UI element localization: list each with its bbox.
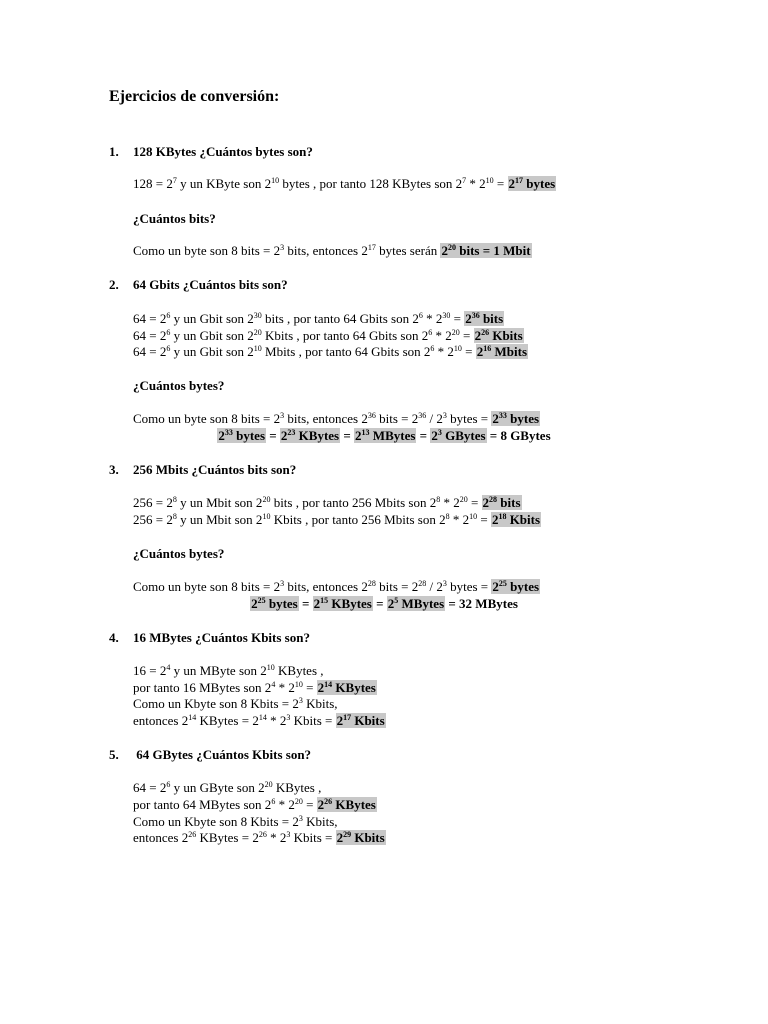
text-run: * 2 [440,495,460,510]
text-run: bits = 1 Mbit [455,243,531,258]
text-run: Kbits [489,328,523,343]
text-run: entonces 2 [133,830,189,845]
text-run: KBytes [332,680,376,695]
text-run: y un Gbit son 2 [170,311,254,326]
exponent: 17 [343,713,352,722]
exponent: 13 [361,428,370,437]
text-run: 2 [355,428,362,443]
highlighted-result [354,428,416,443]
text-run: * 2 [275,797,295,812]
exponent: 14 [258,713,267,722]
exponent: 6 [418,311,423,320]
text-run: ¿Cuántos bits? [133,211,216,226]
exponent: 3 [442,411,447,420]
text-run: 128 KBytes ¿Cuántos bytes son? [133,144,313,159]
exponent: 26 [324,797,333,806]
text-run: 64 = 2 [133,780,167,795]
text-run: * 2 [266,713,287,728]
exercise-number: 4. [109,630,119,645]
solution-line [133,411,540,427]
question-heading [133,211,216,227]
text-run: Como un byte son 8 bits = 2 [133,411,281,426]
text-run: 64 = 2 [133,311,167,326]
text-run: MBytes [398,596,445,611]
text-run: Kbits = [290,713,336,728]
exponent: 8 [172,495,177,504]
exponent: 10 [253,344,262,353]
highlighted-result [491,579,540,594]
text-run: bytes , por tanto 128 KBytes son 2 [279,176,463,191]
text-run: 64 = 2 [133,344,167,359]
exercise-number: 1. [109,144,119,159]
text-run: KBytes [332,797,376,812]
text-run: 2 [280,428,288,443]
highlighted-result [280,428,340,443]
solution-line [133,814,338,830]
text-run: bytes [265,596,298,611]
exponent: 29 [343,830,352,839]
highlighted-result [476,344,528,359]
highlighted-result [508,176,557,191]
highlighted-result [440,243,531,258]
text-run: 2 [218,428,225,443]
text-run: KBytes = 2 [196,713,259,728]
exponent: 7 [172,176,177,185]
text-run: Kbits, [302,814,338,829]
highlighted-result [491,411,540,426]
text-run: 2 [482,495,490,510]
text-run: bits, entonces 2 [284,579,368,594]
text-run: 64 Gbits ¿Cuántos bits son? [133,277,288,292]
text-run: 2 [474,328,482,343]
text-run: 64 GBytes ¿Cuántos Kbits son? [133,747,312,762]
text-run: bits , por tanto 256 Mbits son 2 [270,495,437,510]
solution-line [133,579,540,595]
exponent: 6 [166,780,171,789]
exponent: 10 [266,663,275,672]
exponent: 20 [294,797,303,806]
solution-line [133,663,324,679]
exponent: 25 [498,579,507,588]
exponent: 3 [280,411,285,420]
highlighted-result [336,830,386,845]
text-run: y un Gbit son 2 [170,328,254,343]
exponent: 36 [367,411,376,420]
exponent: 3 [298,814,303,823]
exponent: 15 [320,596,329,605]
text-run: 16 MBytes ¿Cuántos Kbits son? [133,630,310,645]
exponent: 10 [469,512,478,521]
exponent: 6 [166,311,171,320]
text-run: bytes = [446,579,492,594]
exponent: 10 [485,176,494,185]
solution-line [133,311,504,327]
text-run: y un Gbit son 2 [170,344,254,359]
bold-text: = [372,596,387,611]
exponent: 8 [172,512,177,521]
text-run: 2 [491,512,499,527]
text-run: Kbits, [302,696,338,711]
exponent: 25 [257,596,266,605]
text-run: MBytes [369,428,416,443]
exponent: 36 [418,411,427,420]
exponent: 10 [262,512,271,521]
exponent: 6 [428,328,433,337]
text-run: 2 [317,797,325,812]
exponent: 26 [481,328,490,337]
exponent: 6 [166,328,171,337]
solution-line [133,328,524,344]
text-run: 2 [492,579,499,594]
exercise-number: 2. [109,277,119,292]
bold-text: = 8 GBytes [486,428,551,443]
solution-line [133,512,541,528]
exponent: 20 [253,328,262,337]
text-run: Como un Kbyte son 8 Kbits = 2 [133,814,299,829]
highlighted-result [217,428,266,443]
text-run: 256 = 2 [133,512,173,527]
text-run: = [459,328,474,343]
text-run: y un MByte son 2 [170,663,267,678]
text-run: = [461,344,476,359]
text-run: 2 [336,830,344,845]
highlighted-result [387,596,445,611]
text-run: bits = 2 [375,579,419,594]
highlighted-result [313,596,373,611]
text-run: * 2 [266,830,287,845]
exponent: 17 [367,243,376,252]
text-run: 2 [251,596,258,611]
exponent: 7 [462,176,467,185]
text-run: Kbits , por tanto 64 Gbits son 2 [261,328,429,343]
text-run: = [302,797,317,812]
exponent: 3 [286,830,291,839]
text-run: * 2 [422,311,443,326]
text-run: y un Mbit son 2 [176,512,263,527]
exponent: 14 [324,680,333,689]
bold-text: = [298,596,313,611]
exponent: 8 [436,495,441,504]
bold-text: = [340,428,355,443]
exercise-heading [109,277,288,293]
exponent: 6 [271,797,276,806]
exponent: 18 [498,512,507,521]
exponent: 17 [515,176,524,185]
exponent: 30 [253,311,262,320]
highlighted-result [430,428,486,443]
text-run: ¿Cuántos bytes? [133,546,225,561]
highlighted-result [317,797,377,812]
exponent: 3 [280,579,285,588]
exponent: 6 [166,344,171,353]
text-run: 2 [336,713,344,728]
exponent: 10 [453,344,462,353]
exponent: 4 [271,680,276,689]
highlighted-result [482,495,522,510]
solution-line [133,797,377,813]
exponent: 20 [264,780,273,789]
highlighted-result [317,680,377,695]
text-run: = [477,512,491,527]
text-run: por tanto 64 MBytes son 2 [133,797,272,812]
text-run: Mbits [491,344,528,359]
exponent: 8 [445,512,450,521]
text-run: = [302,680,317,695]
text-run: y un Mbit son 2 [176,495,263,510]
text-run: Kbits = [290,830,336,845]
exercise-number: 5. [109,747,119,762]
exponent: 16 [483,344,492,353]
text-run: bits , por tanto 64 Gbits son 2 [261,311,419,326]
text-run: Como un Kbyte son 8 Kbits = 2 [133,696,299,711]
text-run: = [450,311,465,326]
exercise-heading [109,462,296,478]
exponent: 23 [287,428,296,437]
text-run: = [467,495,482,510]
bold-text: = 32 MBytes [445,596,518,611]
text-run: bytes [232,428,265,443]
exponent: 20 [262,495,271,504]
text-run: bits [497,495,521,510]
exponent: 28 [367,579,376,588]
text-run: GBytes [441,428,486,443]
solution-line [133,830,386,846]
exponent: 14 [188,713,197,722]
text-run: 2 [441,243,448,258]
solution-line [133,243,532,259]
exponent: 3 [286,713,291,722]
exercise-heading [109,747,311,763]
text-run: 128 = 2 [133,176,173,191]
exponent: 26 [258,830,267,839]
text-run: bits, entonces 2 [284,243,368,258]
solution-line [133,176,556,192]
solution-line [133,780,321,796]
exponent: 28 [418,579,427,588]
text-run: y un KByte son 2 [176,176,272,191]
text-run: * 2 [466,176,486,191]
solution-line [133,680,377,696]
solution-line [133,344,528,360]
solution-line [133,696,338,712]
text-run: Como un byte son 8 bits = 2 [133,579,281,594]
exponent: 30 [442,311,451,320]
exponent: 6 [430,344,435,353]
text-run: 2 [313,596,321,611]
text-run: Kbits [506,512,541,527]
highlighted-result [491,512,541,527]
text-run: / 2 [426,411,443,426]
text-run: bits, entonces 2 [284,411,368,426]
text-run: 2 [492,411,499,426]
exponent: 28 [489,495,498,504]
text-run: 2 [508,176,516,191]
question-heading [133,546,224,562]
exponent: 3 [442,579,447,588]
text-run: KBytes [328,596,372,611]
text-run: / 2 [426,579,443,594]
exercise-number: 3. [109,462,119,477]
highlighted-result [474,328,524,343]
text-run: ¿Cuántos bytes? [133,378,225,393]
text-run: bits = 2 [375,411,419,426]
exponent: 33 [224,428,233,437]
exponent: 3 [280,243,285,252]
text-run: Mbits , por tanto 64 Gbits son 2 [261,344,431,359]
text-run: 2 [387,596,395,611]
exponent: 20 [451,328,460,337]
text-run: Como un byte son 8 bits = 2 [133,243,281,258]
exponent: 20 [447,243,456,252]
solution-line [0,428,768,444]
solution-line [133,495,522,511]
solution-line [0,596,768,612]
text-run: 256 Mbits ¿Cuántos bits son? [133,462,297,477]
bold-text: = [266,428,280,443]
text-run: 64 = 2 [133,328,167,343]
text-run: * 2 [275,680,295,695]
text-run: * 2 [434,344,454,359]
exponent: 10 [294,680,303,689]
text-run: 16 = 2 [133,663,167,678]
text-run: bytes serán [375,243,441,258]
text-run: 2 [431,428,438,443]
text-run: KBytes [295,428,340,443]
text-run: por tanto 16 MBytes son 2 [133,680,272,695]
solution-line [133,713,386,729]
text-run: 2 [317,680,325,695]
text-run: 2 [465,311,472,326]
text-run: bytes [506,579,540,594]
exponent: 3 [437,428,442,437]
text-run: bytes = [446,411,492,426]
text-run: bytes [523,176,556,191]
bold-text: = [416,428,431,443]
document-title: Ejercicios de conversión: [109,88,280,105]
exponent: 5 [394,596,399,605]
text-run: 2 [476,344,484,359]
text-run: Kbits [351,830,385,845]
exercise-heading [109,630,310,646]
exponent: 4 [166,663,171,672]
text-run: y un GByte son 2 [170,780,265,795]
exercise-heading [109,144,313,160]
text-run: KBytes , [274,663,324,678]
highlighted-result [336,713,386,728]
text-run: * 2 [432,328,452,343]
exponent: 20 [459,495,468,504]
text-run: = [493,176,508,191]
text-run: KBytes = 2 [196,830,259,845]
text-run: 256 = 2 [133,495,173,510]
exponent: 26 [188,830,197,839]
text-run: entonces 2 [133,713,189,728]
highlighted-result [464,311,504,326]
exponent: 33 [498,411,507,420]
text-run: KBytes , [272,780,322,795]
text-run: bits [479,311,504,326]
exponent: 36 [471,311,480,320]
exponent: 10 [271,176,280,185]
text-run: bytes [506,411,540,426]
highlighted-result [250,596,299,611]
text-run: * 2 [449,512,470,527]
exponent: 3 [298,696,303,705]
question-heading [133,378,224,394]
text-run: Kbits , por tanto 256 Mbits son 2 [270,512,446,527]
text-run: Kbits [351,713,385,728]
